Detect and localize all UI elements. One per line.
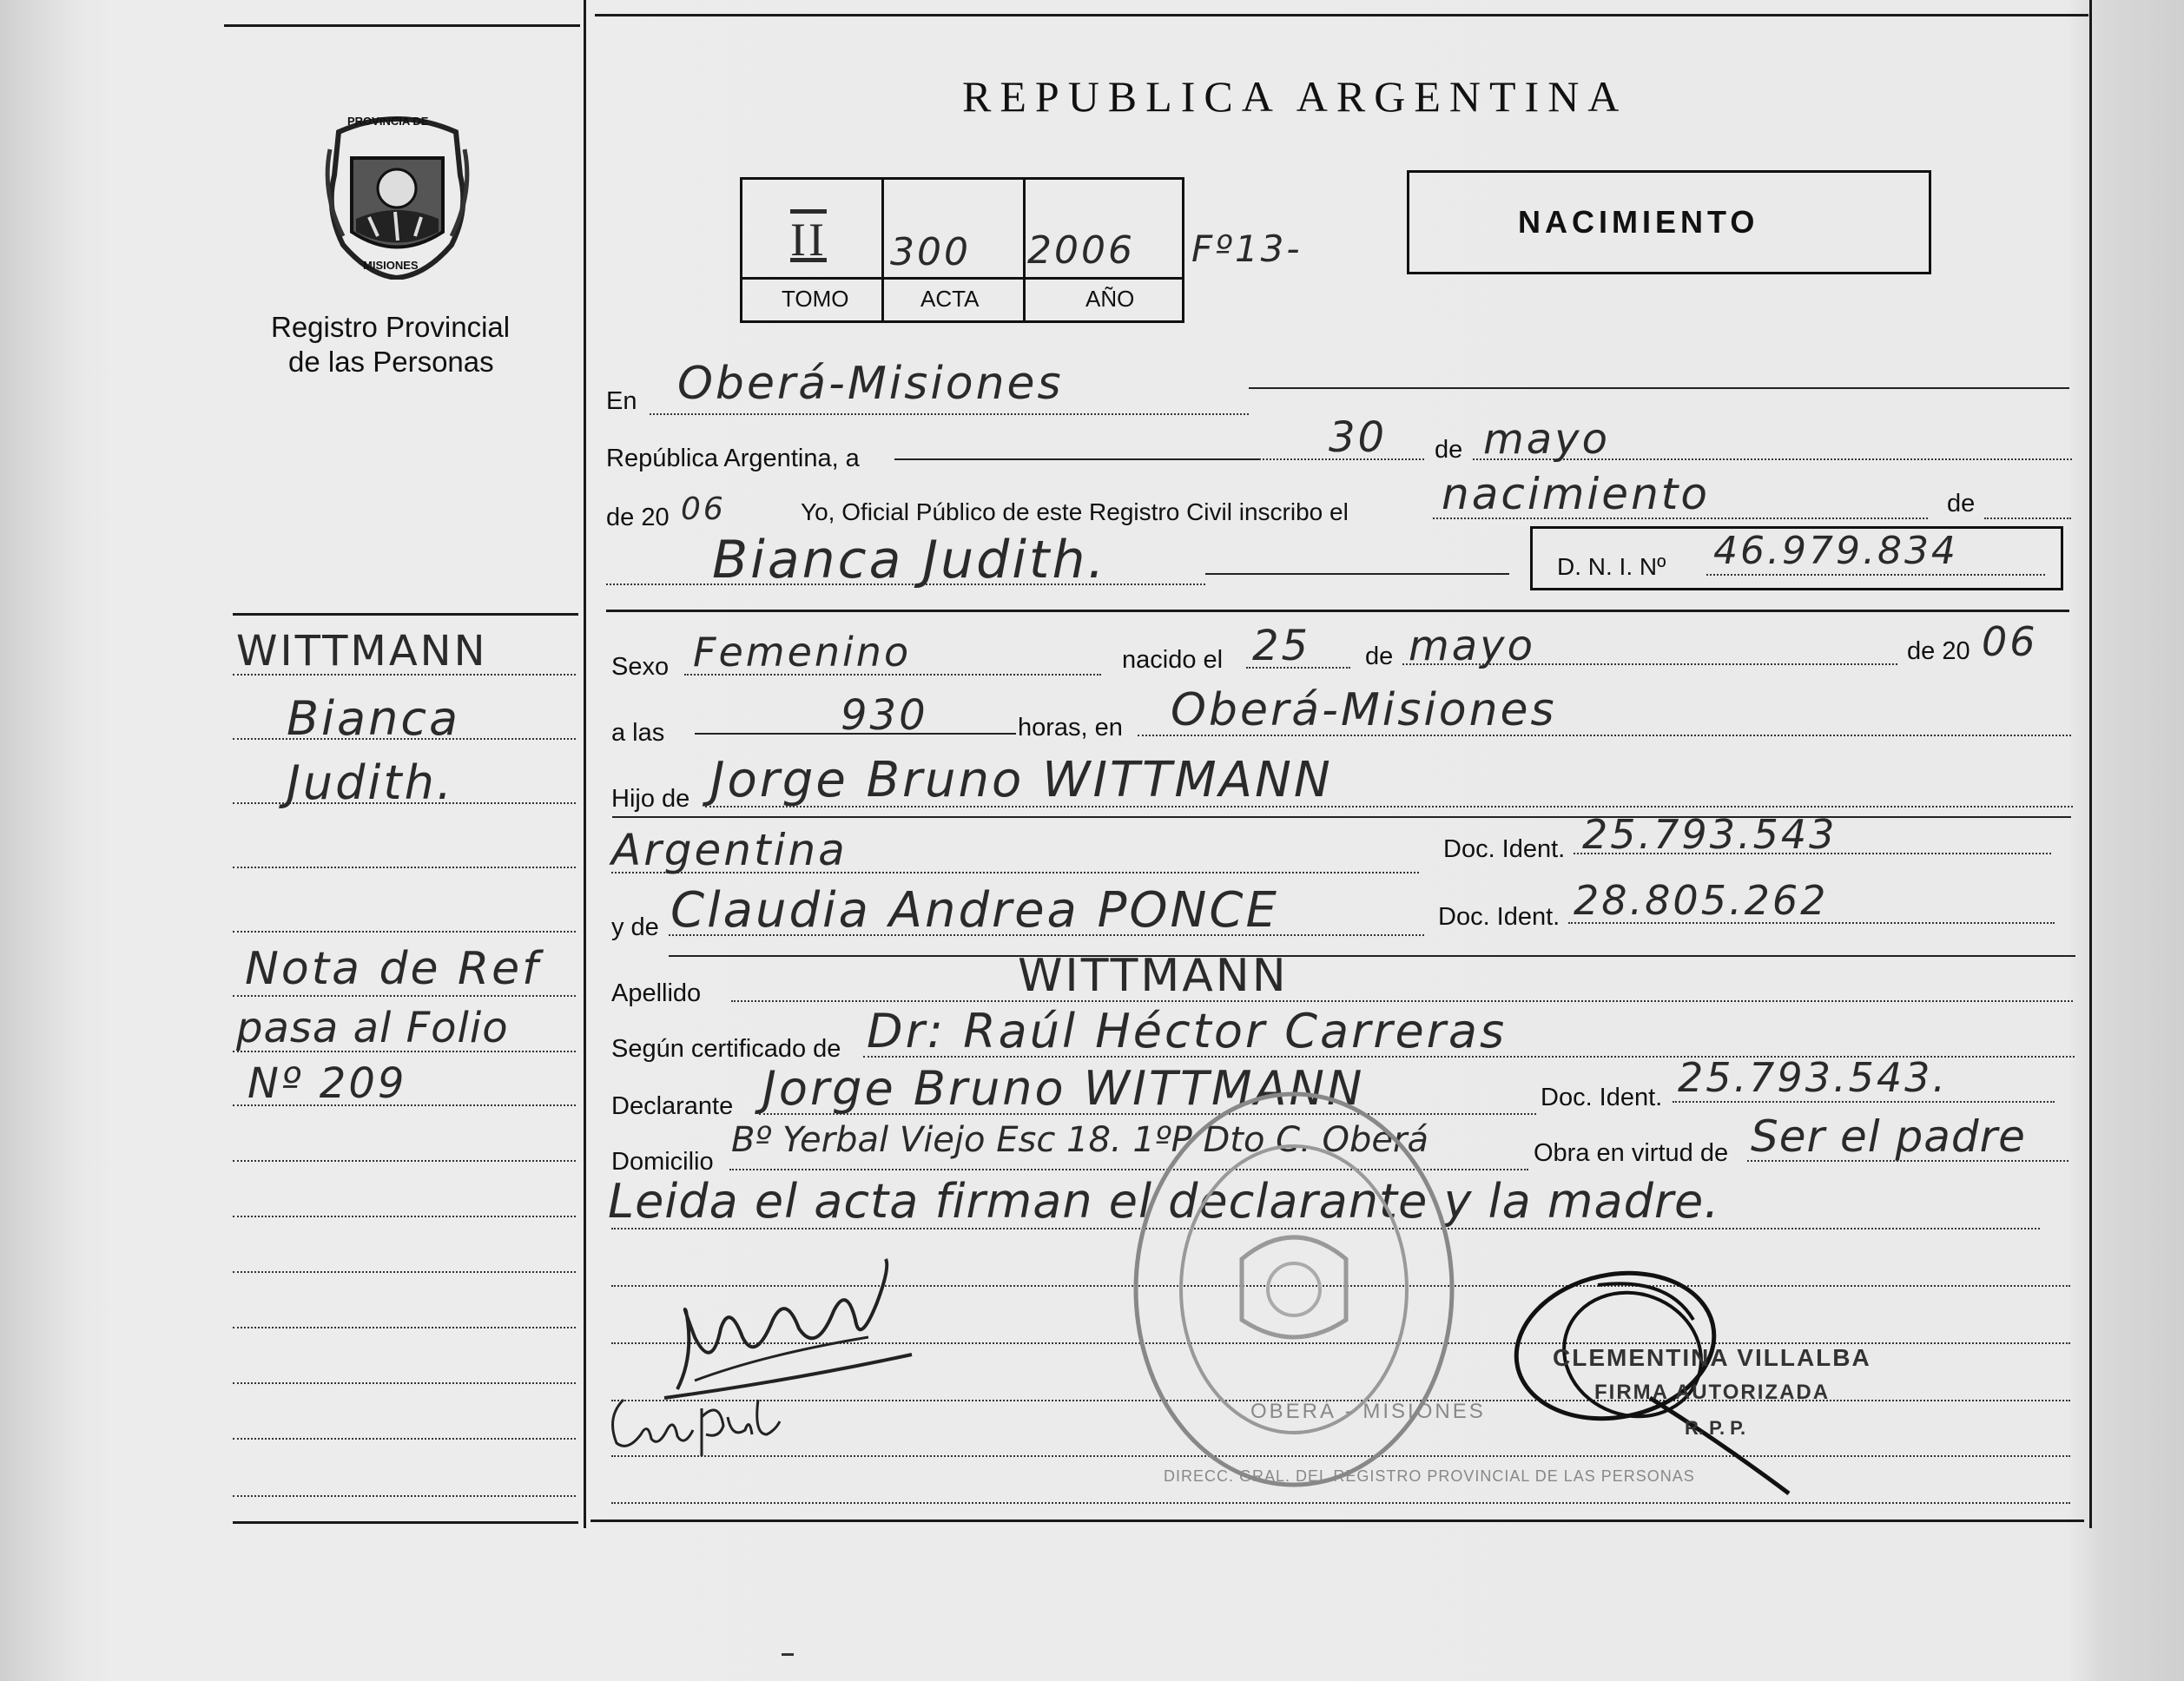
margin-note-line2: pasa al Folio [236,1004,509,1052]
domicilio-value: Bº Yerbal Viejo Esc 18. 1ºP Dto C. Oberá [731,1120,1429,1160]
bottom-left-rule [233,1521,578,1524]
anio-label: AÑO [1085,286,1135,312]
act-line-end [1984,517,2071,519]
page-bottom-dash [782,1653,794,1656]
act-de-label: de [1947,490,1976,517]
registry-name-line1: Registro Provincial [271,311,511,343]
birth-place-value: Oberá-Misiones [1171,684,1557,736]
page-title: REPUBLICA ARGENTINA [962,72,1628,121]
declarante-value: Jorge Bruno WITTMANN [762,1061,1365,1116]
father-doc-label: Doc. Ident. [1443,835,1566,863]
official-name: CLEMENTINA VILLALBA [1553,1344,1871,1371]
hijo-label: Hijo de [611,785,690,813]
emblem-text-top: PROVINCIA DE [347,115,429,128]
tomo-value: II [790,214,827,266]
margin-line [233,1327,576,1328]
dni-line [1706,574,2045,576]
en-label: En [606,387,637,415]
margin-line [233,1216,576,1217]
record-number-table [740,177,1184,323]
en-line [650,413,1249,415]
top-left-rule [224,24,580,27]
day-de-label: de [1435,436,1463,464]
left-mid-rule [233,613,578,616]
margin-line [233,1438,576,1440]
sexo-label: Sexo [611,653,670,681]
mother-doc-label: Doc. Ident. [1438,903,1560,931]
official-role: FIRMA AUTORIZADA [1594,1381,1831,1404]
seal-outer-text: DIRECC. GRAL. DEL REGISTRO PROVINCIAL DE LAS PERSONAS [1164,1467,1695,1485]
emblem-text-bottom: MISIONES [363,259,419,272]
year-prefix-label: de 20 [606,504,670,531]
child-name-line-end [1205,573,1509,575]
obra-label: Obra en virtud de [1534,1139,1729,1167]
seal-inner-text: OBERÁ - MISIONES [1250,1400,1486,1423]
birth-year-suffix: 06 [1982,618,2038,665]
act-type-label: NACIMIENTO [1518,204,1759,240]
bottom-right-rule [591,1519,2084,1522]
declarante-doc-line [1673,1101,2055,1103]
mother-line-2 [669,955,2075,957]
father-nationality-value: Argentina [611,825,848,875]
nacido-label: nacido el [1122,646,1224,674]
official-org: R. P. P. [1685,1417,1746,1439]
act-type-box [1407,170,1931,274]
yde-label: y de [611,913,659,941]
sexo-value: Femenino [693,629,912,676]
left-column-rule [584,0,586,1528]
year-suffix-value: 06 [681,491,726,527]
mother-doc-value: 28.805.262 [1574,877,1829,924]
margin-note-line1: Nota de Ref [245,943,541,995]
apellido-label: Apellido [611,979,702,1007]
birth-de-label: de [1365,643,1394,670]
father-doc-value: 25.793.543 [1582,811,1838,858]
main-mid-rule [606,610,2069,612]
apellido-value: WITTMANN [1018,950,1289,1002]
en-value: Oberá-Misiones [677,358,1064,410]
registry-name-line2: de las Personas [288,346,494,378]
domicilio-label: Domicilio [611,1148,714,1176]
dni-box [1530,526,2063,590]
birth-time-value: 930 [841,691,928,740]
birth-year-prefix: de 20 [1907,637,1970,665]
right-border-rule [2089,0,2092,1528]
margin-middle-name: Judith. [287,755,454,810]
margin-line [233,1382,576,1384]
margin-surname: WITTMANN [236,627,488,676]
dni-label: D. N. I. Nº [1557,553,1666,580]
obra-value: Ser el padre [1751,1111,2026,1162]
anio-value: 2006 [1027,228,1135,273]
birth-month-value: mayo [1409,622,1535,670]
margin-line [233,867,576,868]
dni-value: 46.979.834 [1713,529,1958,573]
act-value: nacimiento [1442,469,1710,519]
tomo-label: TOMO [782,286,849,312]
certificado-value: Dr: Raúl Héctor Carreras [867,1004,1508,1058]
en-line-end [1249,387,2069,389]
republica-line [894,458,1259,460]
blank-line [611,1502,2070,1504]
margin-note-line3: Nº 209 [247,1059,407,1108]
margin-line [233,931,576,933]
mother-signature [606,1382,788,1460]
margin-line [233,1495,576,1497]
acta-label: ACTA [920,286,980,312]
father-line-2 [612,816,2071,818]
folio-value: Fº13- [1191,227,1303,270]
margin-line [233,1160,576,1162]
leida-value: Leida el acta firman el declarante y la madre. [608,1174,1720,1229]
apellido-line [731,1000,2073,1002]
provincial-emblem-logo [321,115,473,280]
declarante-doc-value: 25.793.543. [1678,1054,1948,1101]
margin-first-name: Bianca [287,691,461,746]
official-seal-stamp [1129,1085,1459,1493]
alas-label: a las [611,719,665,747]
certificado-label: Según certificado de [611,1035,841,1063]
child-name-value: Bianca Judith. [712,530,1107,590]
birth-day-value: 25 [1252,622,1311,670]
father-name-value: Jorge Bruno WITTMANN [710,752,1333,808]
republica-label: República Argentina, a [606,445,860,472]
month-value: mayo [1483,415,1610,464]
acta-value: 300 [890,230,971,274]
top-right-rule [595,14,2088,16]
declarante-label: Declarante [611,1092,734,1120]
horas-label: horas, en [1018,714,1123,742]
margin-line [233,1271,576,1273]
yo-label: Yo, Oficial Público de este Registro Civil inscribo el [801,498,1349,525]
day-value: 30 [1329,413,1388,462]
declarante-doc-label: Doc. Ident. [1541,1084,1663,1111]
margin-line [233,995,576,997]
mother-name-value: Claudia Andrea PONCE [670,882,1279,939]
